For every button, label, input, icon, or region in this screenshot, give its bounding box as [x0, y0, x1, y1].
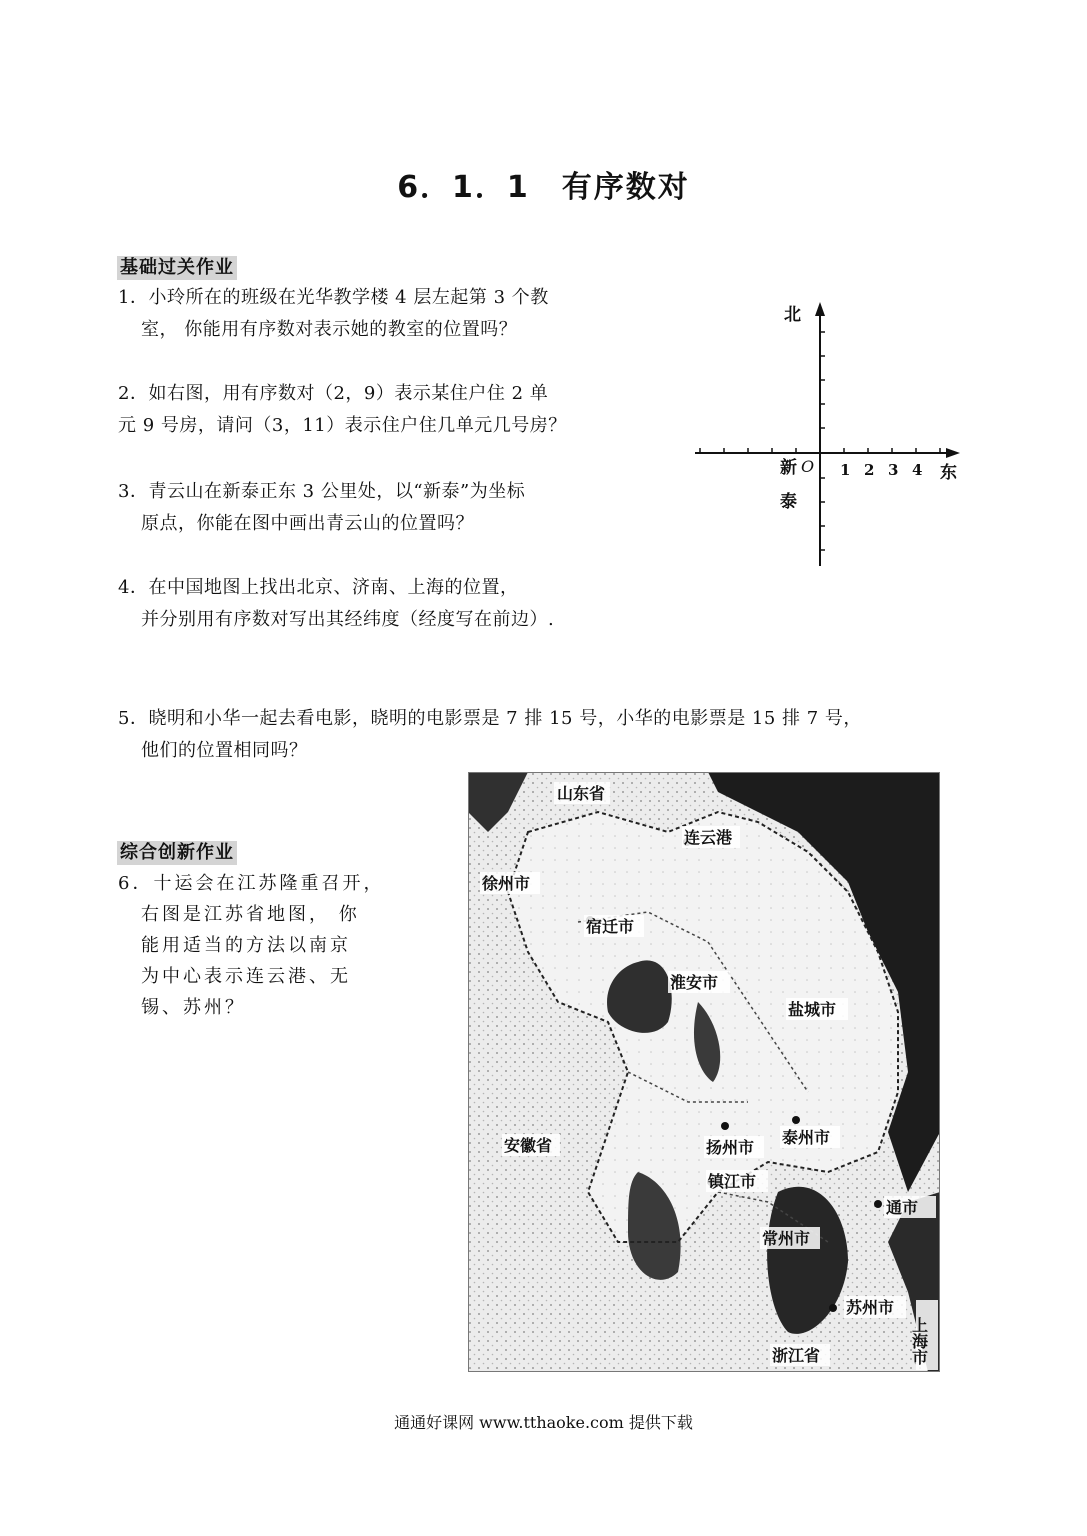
- question-1-line-2: 室， 你能用有序数对表示她的教室的位置吗？: [141, 319, 518, 340]
- question-6: [118, 868, 384, 1023]
- question-1-line-1: 1．小玲所在的班级在光华教学楼 4 层左起第 3 个教: [118, 287, 549, 308]
- x-tick-label-2: 2: [864, 461, 875, 479]
- page-footer: 通通好课网 www.tthaoke.com 提供下载: [394, 1413, 693, 1432]
- city-dot-nantong: [874, 1200, 882, 1208]
- question-4-line-2: 并分别用有序数对写出其经纬度（经度写在前边）.: [141, 609, 555, 630]
- map-label-suqian: 宿迁市: [586, 917, 635, 936]
- north-arrow-icon: [815, 302, 825, 316]
- question-6-line-5: 锡、苏州？: [141, 997, 246, 1018]
- question-4: [118, 572, 554, 636]
- origin-label: O: [801, 457, 815, 476]
- x-tick-label-4: 4: [912, 461, 923, 479]
- map-label-yangzhou: 扬州市: [706, 1138, 755, 1157]
- north-label: 北: [784, 305, 801, 325]
- section-basic: [117, 253, 237, 279]
- origin-name-bottom: 泰: [780, 492, 797, 512]
- map-label-xuzhou: 徐州市: [482, 874, 531, 893]
- question-2: [118, 378, 567, 442]
- question-6-line-3: 能用适当的方法以南京: [141, 935, 351, 956]
- section-creative: [117, 838, 237, 864]
- question-1: [118, 282, 549, 346]
- question-2-line-2: 元 9 号房，请问（3，11）表示住户住几单元几号房？: [118, 415, 567, 436]
- question-4-line-1: 4．在中国地图上找出北京、济南、上海的位置，: [118, 577, 519, 598]
- map-label-shanghai: 上海市: [909, 1317, 929, 1365]
- city-dot-suzhou: [829, 1304, 837, 1312]
- map-label-shandong: 山东省: [557, 784, 606, 803]
- map-label-huaian: 淮安市: [670, 973, 719, 992]
- city-dot-taizhou: [792, 1116, 800, 1124]
- map-label-zhejiang: 浙江省: [772, 1346, 821, 1365]
- map-label-taizhou: 泰州市: [782, 1128, 831, 1147]
- coordinate-axes-figure: [690, 298, 970, 573]
- question-6-line-2: 右图是江苏省地图， 你: [141, 904, 360, 925]
- east-label: 东: [940, 463, 957, 483]
- city-dot-yangzhou: [721, 1122, 729, 1130]
- question-3-line-2: 原点，你能在图中画出青云山的位置吗？: [141, 513, 474, 534]
- jiangsu-map: [468, 772, 940, 1372]
- x-tick-label-1: 1: [840, 461, 851, 479]
- map-label-nantong: 通市: [886, 1198, 919, 1217]
- section-heading-creative: 综合创新作业: [117, 841, 237, 865]
- map-label-suzhou: 苏州市: [846, 1298, 895, 1317]
- origin-name-top: 新: [780, 458, 797, 478]
- question-3: [118, 476, 525, 540]
- x-tick-label-3: 3: [888, 461, 899, 479]
- question-6-line-1: 6．十运会在江苏隆重召开，: [118, 873, 385, 894]
- question-5-line-2: 他们的位置相同吗？: [141, 740, 308, 761]
- question-5: [118, 703, 862, 767]
- page-title: 6．1．1 有序数对: [397, 170, 690, 205]
- question-5-line-1: 5．晓明和小华一起去看电影，晓明的电影票是 7 排 15 号，小华的电影票是 15 排 7 号，: [118, 708, 862, 729]
- question-2-line-1: 2．如右图，用有序数对（2，9）表示某住户住 2 单: [118, 383, 549, 404]
- question-6-line-4: 为中心表示连云港、无: [141, 966, 351, 987]
- map-label-lianyungang: 连云港: [684, 828, 733, 847]
- east-arrow-icon: [946, 448, 960, 458]
- map-label-changzhou: 常州市: [762, 1229, 811, 1248]
- question-3-line-1: 3．青云山在新泰正东 3 公里处，以“新泰”为坐标: [118, 481, 526, 502]
- map-label-anhui: 安徽省: [504, 1136, 553, 1155]
- section-heading-basic: 基础过关作业: [117, 256, 237, 280]
- map-label-yancheng: 盐城市: [788, 1000, 837, 1019]
- map-label-zhenjiang: 镇江市: [708, 1172, 757, 1191]
